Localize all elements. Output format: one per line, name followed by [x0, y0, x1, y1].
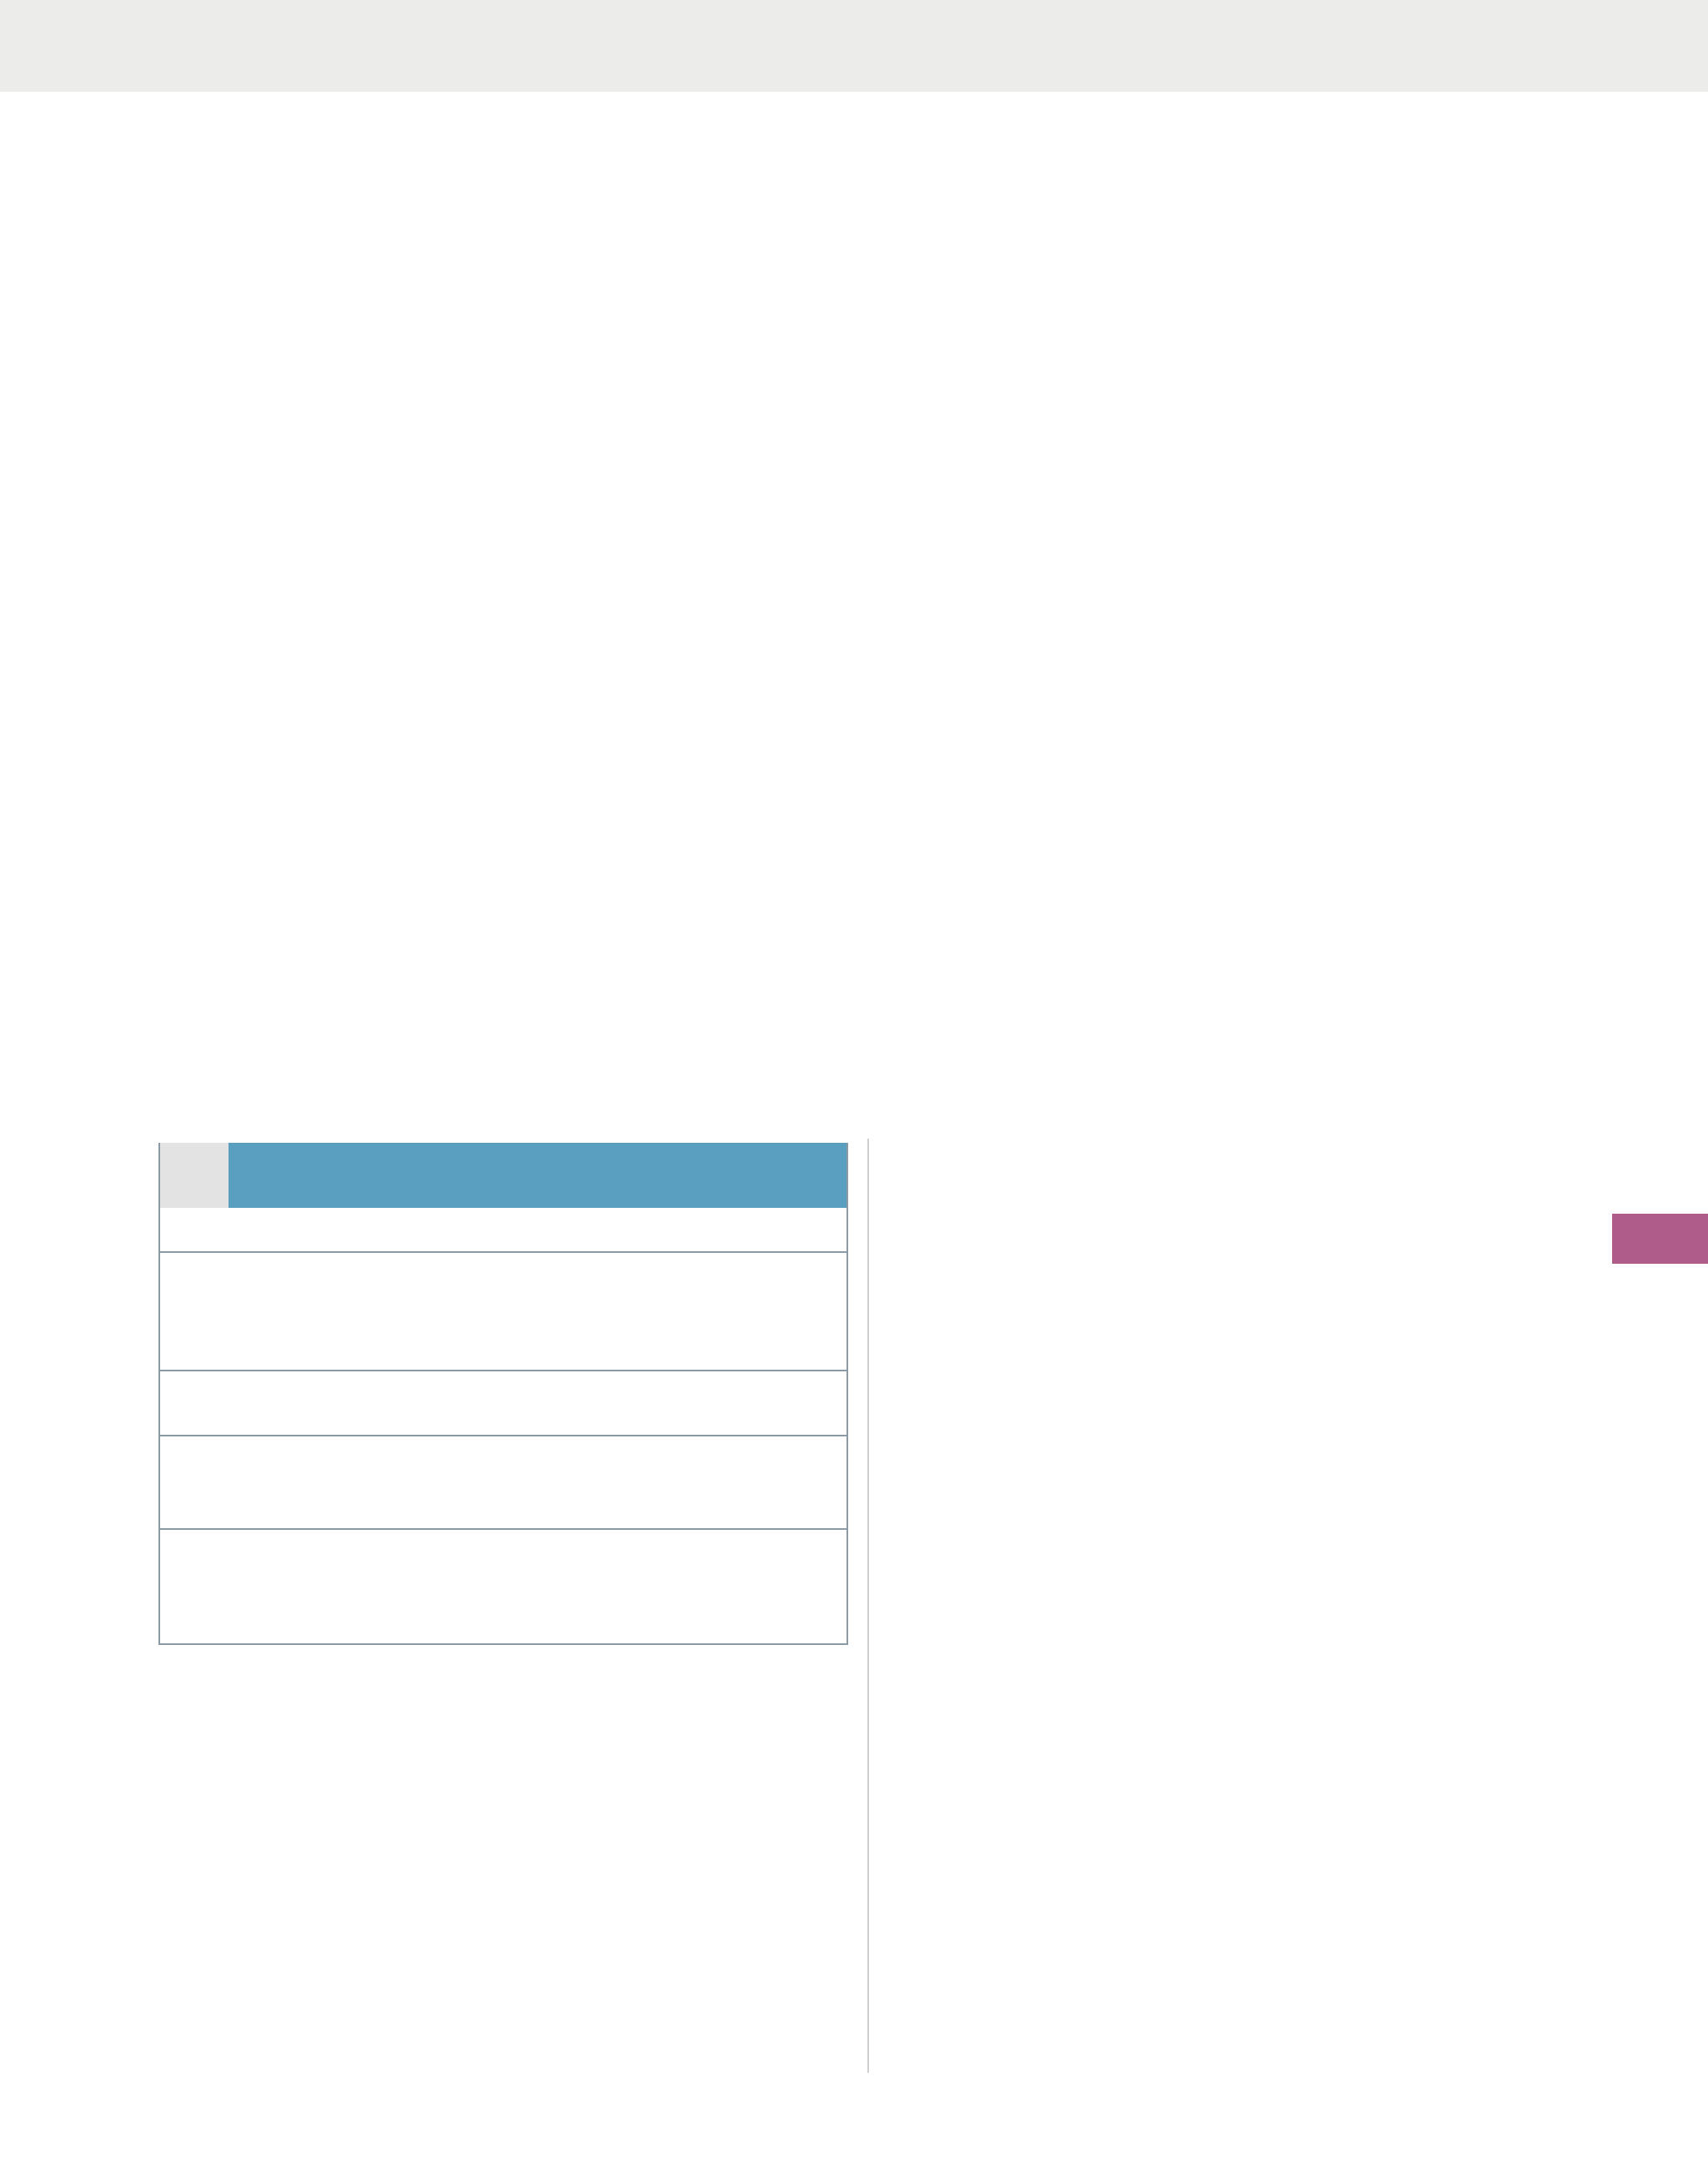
- running-header-band: [0, 0, 1708, 92]
- table-row: [160, 1530, 846, 1642]
- insulin-structure-diagram: [0, 92, 1708, 984]
- insulin-cell: [175, 1380, 350, 1407]
- table-row: [160, 1253, 846, 1371]
- chapter-thumb-tab: [1612, 1214, 1708, 1264]
- column-divider: [867, 1139, 869, 2073]
- table-row: [160, 1371, 846, 1436]
- info-box-header: [160, 1143, 846, 1208]
- figure-caption: [158, 1018, 1543, 1044]
- running-head: [1548, 33, 1575, 59]
- info-box-title: [244, 1161, 260, 1187]
- table-row: [160, 1436, 846, 1530]
- info-box: [158, 1143, 848, 1645]
- insulin-cell: [175, 1538, 350, 1566]
- insulin-cell: [175, 1261, 350, 1289]
- info-icon: [160, 1143, 229, 1208]
- right-column-text: [886, 1139, 1573, 1152]
